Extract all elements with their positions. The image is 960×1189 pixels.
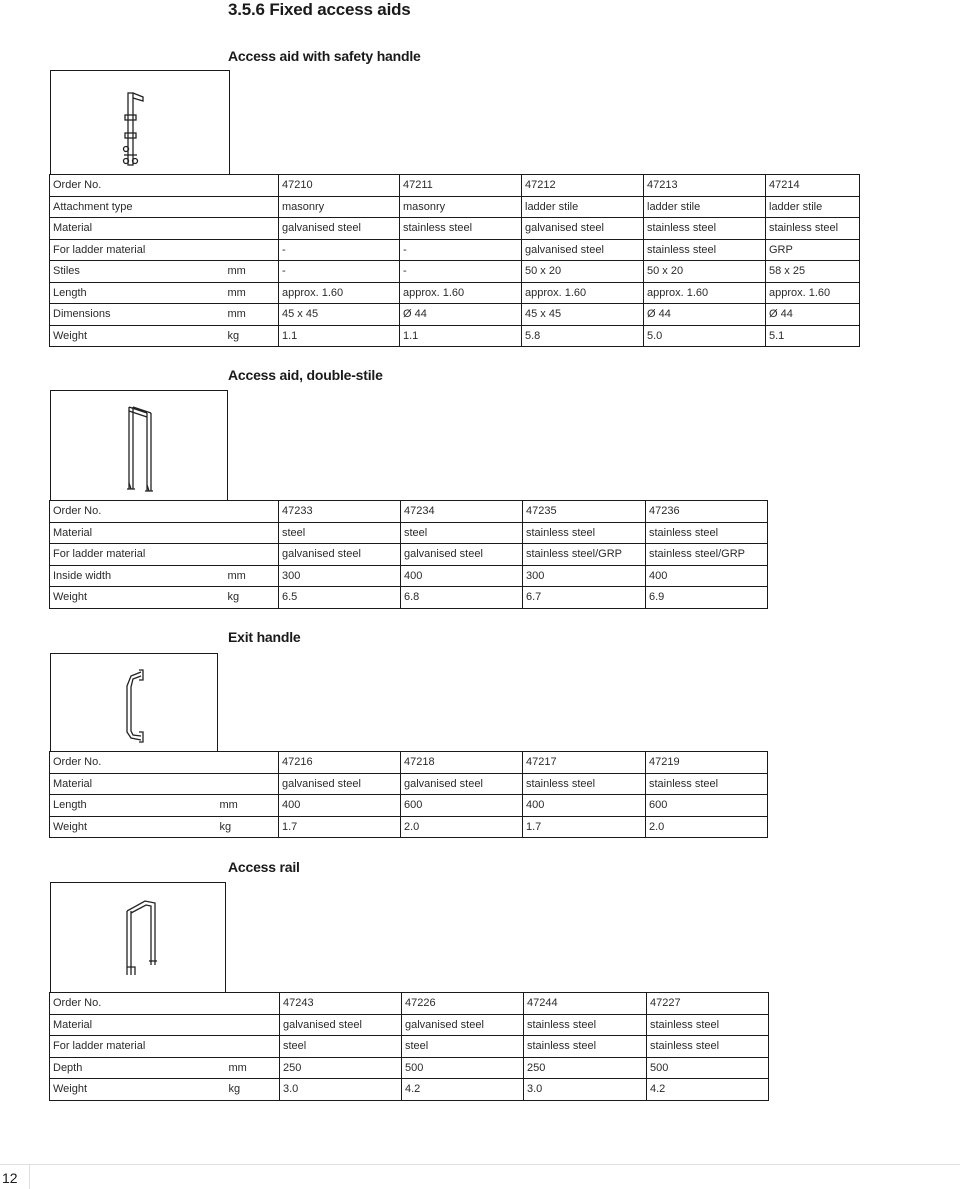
table-cell: stainless steel/GRP <box>523 544 646 566</box>
table-cell: 400 <box>523 795 646 817</box>
row-label: Weight <box>50 325 225 347</box>
table-header-row <box>50 501 768 523</box>
table-row <box>50 795 768 817</box>
row-unit <box>217 752 279 774</box>
table-cell: stainless steel <box>524 1014 647 1036</box>
order-number-cell: 47235 <box>523 501 646 523</box>
table-cell: stainless steel <box>646 522 768 544</box>
order-number-cell: 47227 <box>647 993 769 1015</box>
row-label: For ladder material <box>50 544 225 566</box>
section-title-access-rail: Access rail <box>228 859 300 875</box>
table-row <box>50 1014 769 1036</box>
table-row <box>50 325 860 347</box>
table-row <box>50 1079 769 1101</box>
row-unit <box>225 175 279 197</box>
table-cell: 1.1 <box>279 325 400 347</box>
table-cell: - <box>279 239 400 261</box>
table-cell: 45 x 45 <box>279 304 400 326</box>
table-cell: galvanised steel <box>401 773 523 795</box>
row-label: Inside width <box>50 565 225 587</box>
table-cell: GRP <box>766 239 860 261</box>
row-label: Order No. <box>50 752 217 774</box>
table-cell: 600 <box>401 795 523 817</box>
table-cell: approx. 1.60 <box>522 282 644 304</box>
spec-table-double-stile <box>49 500 768 609</box>
table-cell: 300 <box>279 565 401 587</box>
table-cell: - <box>400 261 522 283</box>
table-header-row <box>50 175 860 197</box>
order-number-cell: 47217 <box>523 752 646 774</box>
order-number-cell: 47214 <box>766 175 860 197</box>
order-number-cell: 47244 <box>524 993 647 1015</box>
table-cell: 2.0 <box>401 816 523 838</box>
table-cell: 6.8 <box>401 587 523 609</box>
row-label: Order No. <box>50 993 226 1015</box>
row-label: Order No. <box>50 175 225 197</box>
row-unit: mm <box>225 282 279 304</box>
table-cell: steel <box>402 1036 524 1058</box>
table-cell: Ø 44 <box>400 304 522 326</box>
table-cell: stainless steel <box>647 1036 769 1058</box>
access-rail-illustration <box>51 883 227 994</box>
table-cell: Ø 44 <box>766 304 860 326</box>
row-label: Dimensions <box>50 304 225 326</box>
row-unit <box>225 501 279 523</box>
row-label: Material <box>50 1014 226 1036</box>
table-row <box>50 304 860 326</box>
table-cell: ladder stile <box>766 196 860 218</box>
table-cell: stainless steel <box>644 218 766 240</box>
table-cell: 500 <box>647 1057 769 1079</box>
table-cell: - <box>400 239 522 261</box>
row-unit: kg <box>226 1079 280 1101</box>
table-cell: steel <box>401 522 523 544</box>
table-cell: steel <box>280 1036 402 1058</box>
product-image-exit-handle <box>50 653 218 752</box>
row-label: Material <box>50 218 225 240</box>
table-row <box>50 587 768 609</box>
table-row <box>50 218 860 240</box>
table-cell: steel <box>279 522 401 544</box>
table-row <box>50 261 860 283</box>
row-unit <box>225 522 279 544</box>
table-cell: stainless steel <box>646 773 768 795</box>
table-cell: galvanised steel <box>279 544 401 566</box>
row-unit: kg <box>225 587 279 609</box>
table-cell: 5.8 <box>522 325 644 347</box>
row-label: Order No. <box>50 501 225 523</box>
table-row <box>50 816 768 838</box>
order-number-cell: 47210 <box>279 175 400 197</box>
order-number-cell: 47234 <box>401 501 523 523</box>
row-unit <box>225 218 279 240</box>
table-cell: galvanised steel <box>279 773 401 795</box>
table-cell: 1.7 <box>523 816 646 838</box>
product-image-double-stile <box>50 390 228 501</box>
row-unit <box>226 1014 280 1036</box>
table-cell: stainless steel <box>644 239 766 261</box>
order-number-cell: 47218 <box>401 752 523 774</box>
table-cell: 300 <box>523 565 646 587</box>
table-header-row <box>50 752 768 774</box>
table-cell: 250 <box>524 1057 647 1079</box>
table-cell: stainless steel <box>766 218 860 240</box>
row-unit: kg <box>217 816 279 838</box>
table-cell: galvanised steel <box>522 218 644 240</box>
page-title: 3.5.6 Fixed access aids <box>228 0 411 19</box>
table-header-row <box>50 993 769 1015</box>
row-label: Material <box>50 522 225 544</box>
row-unit: mm <box>225 304 279 326</box>
table-cell: 1.1 <box>400 325 522 347</box>
order-number-cell: 47226 <box>402 993 524 1015</box>
table-cell: 58 x 25 <box>766 261 860 283</box>
table-cell: galvanised steel <box>280 1014 402 1036</box>
exit-handle-illustration <box>51 654 219 753</box>
table-row <box>50 1036 769 1058</box>
table-row <box>50 522 768 544</box>
section-title-double-stile: Access aid, double-stile <box>228 367 383 383</box>
row-label: Stiles <box>50 261 225 283</box>
table-cell: 1.7 <box>279 816 401 838</box>
row-label: Depth <box>50 1057 226 1079</box>
table-row <box>50 544 768 566</box>
table-cell: 6.9 <box>646 587 768 609</box>
table-row <box>50 239 860 261</box>
table-cell: ladder stile <box>522 196 644 218</box>
table-cell: 600 <box>646 795 768 817</box>
table-row <box>50 282 860 304</box>
table-cell: galvanised steel <box>522 239 644 261</box>
product-image-access-rail <box>50 882 226 993</box>
row-label: For ladder material <box>50 239 225 261</box>
row-unit: mm <box>226 1057 280 1079</box>
row-unit <box>225 196 279 218</box>
table-cell: 45 x 45 <box>522 304 644 326</box>
table-cell: 6.5 <box>279 587 401 609</box>
table-cell: approx. 1.60 <box>766 282 860 304</box>
table-cell: galvanised steel <box>401 544 523 566</box>
row-label: Attachment type <box>50 196 225 218</box>
row-unit <box>226 1036 280 1058</box>
table-row <box>50 565 768 587</box>
table-cell: masonry <box>279 196 400 218</box>
row-unit: mm <box>225 565 279 587</box>
section-title-safety-handle: Access aid with safety handle <box>228 48 421 64</box>
row-unit: mm <box>217 795 279 817</box>
order-number-cell: 47212 <box>522 175 644 197</box>
table-cell: Ø 44 <box>644 304 766 326</box>
table-cell: approx. 1.60 <box>644 282 766 304</box>
footer-divider <box>0 1164 960 1165</box>
spec-table-access-rail <box>49 992 769 1101</box>
table-cell: 4.2 <box>647 1079 769 1101</box>
table-cell: stainless steel <box>523 522 646 544</box>
row-label: Weight <box>50 587 225 609</box>
table-row <box>50 773 768 795</box>
table-cell: 50 x 20 <box>644 261 766 283</box>
table-cell: stainless steel <box>647 1014 769 1036</box>
order-number-cell: 47211 <box>400 175 522 197</box>
order-number-cell: 47219 <box>646 752 768 774</box>
table-cell: 500 <box>402 1057 524 1079</box>
table-cell: 6.7 <box>523 587 646 609</box>
row-unit <box>225 544 279 566</box>
table-cell: stainless steel <box>523 773 646 795</box>
row-label: Length <box>50 282 225 304</box>
table-cell: stainless steel <box>400 218 522 240</box>
table-row <box>50 1057 769 1079</box>
table-cell: 400 <box>646 565 768 587</box>
table-cell: 400 <box>401 565 523 587</box>
table-cell: masonry <box>400 196 522 218</box>
row-label: Material <box>50 773 217 795</box>
row-unit: kg <box>225 325 279 347</box>
table-cell: approx. 1.60 <box>279 282 400 304</box>
table-cell: 250 <box>280 1057 402 1079</box>
table-cell: 5.0 <box>644 325 766 347</box>
row-unit: mm <box>225 261 279 283</box>
safety-handle-illustration <box>51 71 231 176</box>
table-cell: 5.1 <box>766 325 860 347</box>
table-cell: 2.0 <box>646 816 768 838</box>
page-number: 12 <box>2 1170 18 1186</box>
table-cell: 4.2 <box>402 1079 524 1101</box>
table-cell: 3.0 <box>524 1079 647 1101</box>
row-label: Length <box>50 795 217 817</box>
table-row <box>50 196 860 218</box>
row-label: Weight <box>50 1079 226 1101</box>
row-label: For ladder material <box>50 1036 226 1058</box>
row-unit <box>225 239 279 261</box>
table-cell: approx. 1.60 <box>400 282 522 304</box>
order-number-cell: 47213 <box>644 175 766 197</box>
table-cell: ladder stile <box>644 196 766 218</box>
order-number-cell: 47216 <box>279 752 401 774</box>
table-cell: galvanised steel <box>402 1014 524 1036</box>
order-number-cell: 47243 <box>280 993 402 1015</box>
product-image-safety-handle <box>50 70 230 175</box>
row-unit <box>226 993 280 1015</box>
order-number-cell: 47236 <box>646 501 768 523</box>
order-number-cell: 47233 <box>279 501 401 523</box>
spec-table-exit-handle <box>49 751 768 838</box>
double-stile-illustration <box>51 391 229 502</box>
table-cell: stainless steel <box>524 1036 647 1058</box>
table-cell: stainless steel/GRP <box>646 544 768 566</box>
table-cell: 400 <box>279 795 401 817</box>
section-title-exit-handle: Exit handle <box>228 629 301 645</box>
spec-table-safety-handle <box>49 174 860 347</box>
row-label: Weight <box>50 816 217 838</box>
row-unit <box>217 773 279 795</box>
table-cell: 3.0 <box>280 1079 402 1101</box>
table-cell: galvanised steel <box>279 218 400 240</box>
table-cell: - <box>279 261 400 283</box>
table-cell: 50 x 20 <box>522 261 644 283</box>
